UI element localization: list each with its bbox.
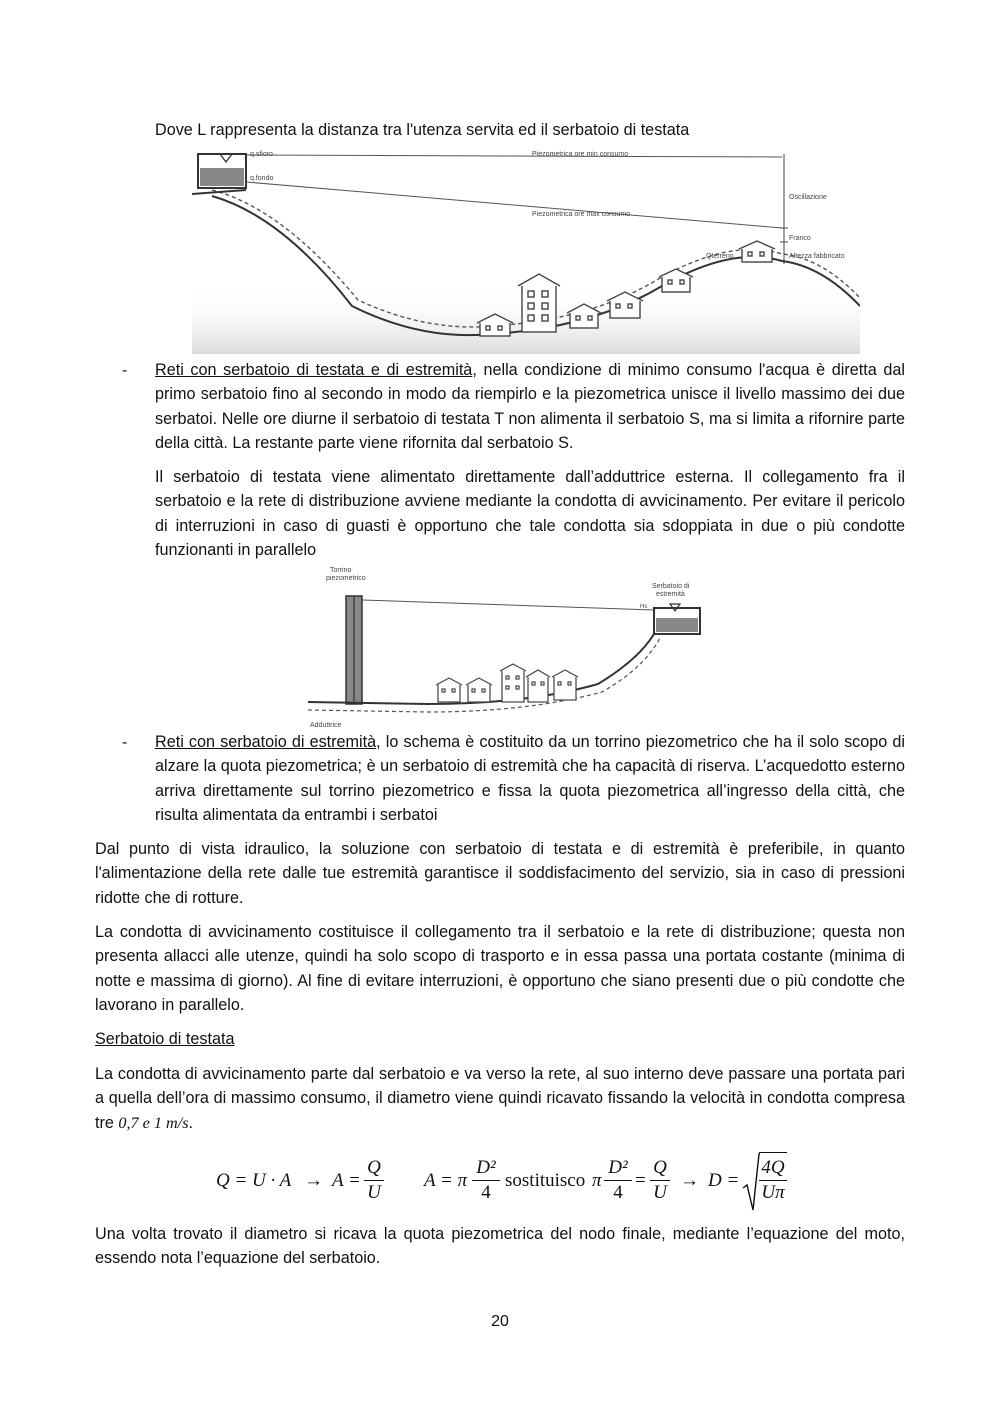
fraction-numerator: Q — [650, 1156, 670, 1181]
fraction-numerator: D² — [472, 1156, 500, 1181]
piezometric-max-line — [246, 182, 782, 228]
house-2 — [466, 678, 492, 702]
bullet-text: , lo schema è costituito da un torrino piezometrico che ha il solo scopo di alzare la quota piezometrica; è un serbatoio di estremità che ha capacità di riserva. L’acquedotto esterno arriva direttamente sul torrino piezometrico e fissa la quota piezometrica all’ingresso della città, che risulta alimentata da entrambi i serbatoi — [155, 733, 906, 825]
paragraph-diametro — [95, 1062, 905, 1135]
label-oscillazione: Oscillazione — [789, 194, 827, 201]
section-heading: Serbatoio di testata — [95, 1030, 235, 1048]
fraction-q-over-u — [364, 1156, 384, 1205]
root-bar — [759, 1152, 787, 1153]
label-serbatoio-di: Serbatoio di — [652, 583, 690, 590]
label-fondo: q.fondo — [250, 175, 274, 182]
bullet-text: , nella condizione di minimo consumo l'acqua è diretta dal primo serbatoio fino al secondo in modo da riempirlo e la piezometrica unisce il livello massimo dei due serbatoi. Nelle ore diurne il serbatoio di testata T non alimenta il serbatoio S, ma si limita a rifornire parte della città. La restante parte viene rifornita dal serbatoio S. — [155, 361, 906, 453]
paragraph-condotta: La condotta di avvicinamento costituisce il collegamento tra il serbatoio e la rete di distribuzione; questa non presenta allacci alle utenze, quindi ha solo scopo di trasporto e in essa passa una portata costante (minima di notte e massima di giorno). Al fine di evitare interruzioni, è opportuno che siano presenti due o più condotte che lavorano in parallelo. — [95, 923, 905, 1015]
bullet-serbatoio-estremita — [155, 730, 905, 828]
paragraph-finale: Una volta trovato il diametro si ricava la quota piezometrica del nodo finale, mediante l’equazione del moto, essendo nota l’equazione del serbatoio. — [95, 1225, 905, 1268]
tower-1 — [500, 664, 526, 702]
fraction-denominator: U — [653, 1182, 667, 1203]
formula-d-lhs: D = — [708, 1170, 740, 1191]
fraction-denominator: 4 — [481, 1182, 491, 1203]
label-qterreno: Qterreno — [706, 253, 734, 260]
fraction-4q-over-upi — [759, 1156, 787, 1205]
label-franco: Franco — [789, 235, 811, 242]
fraction-q-over-u — [650, 1156, 670, 1205]
paragraph-diametro-text: La condotta di avvicinamento parte dal serbatoio e va verso la rete, al suo interno deve passare una portata pari a quella dell’ora di massimo consumo, il diametro viene quindi ricavato fissando la velocità in condotta compresa tre — [95, 1065, 905, 1132]
fraction-numerator: Q — [364, 1156, 384, 1181]
intro-line: Dove L rappresenta la distanza tra l'utenza servita ed il serbatoio di testata — [155, 121, 690, 139]
formula-equals: = — [635, 1170, 646, 1191]
house-5 — [739, 241, 775, 262]
label-estremita: estremità — [656, 591, 685, 598]
formula-pi: π — [592, 1170, 602, 1191]
house-4 — [552, 670, 578, 700]
figure-serbatoio-estremita — [308, 564, 708, 732]
piezometric-line — [362, 600, 654, 610]
formula-a-pi: A = π — [424, 1170, 468, 1191]
formula-diametro — [0, 1150, 1000, 1214]
label-sfioro: q.sfioro — [250, 151, 273, 158]
square-root-icon — [742, 1152, 760, 1212]
bullet-dash: - — [122, 734, 128, 751]
house-3 — [526, 670, 550, 702]
piezometric-min-line — [246, 155, 782, 157]
fraction-numerator: 4Q — [759, 1156, 787, 1181]
reservoir-estremita — [654, 604, 700, 634]
paragraph-alimentazione: Il serbatoio di testata viene alimentato direttamente dall’adduttrice esterna. Il collegamento fra il serbatoio e la rete di distribuzione avviene mediante la condotta di avvicinamento. Per evitare il pericolo di interruzioni in caso di guasti è opportuno che tale condotta sia sdoppiata in due o più condotte funzionanti in parallelo — [155, 468, 905, 560]
label-piezometrico: piezometrico — [326, 575, 366, 582]
fraction-d2-over-4 — [472, 1156, 500, 1205]
formula-a-lhs: A = — [332, 1170, 361, 1191]
fraction-denominator: Uπ — [761, 1182, 785, 1203]
bullet-title: Reti con serbatoio di testata e di estremità — [155, 361, 473, 379]
reservoir-testata — [198, 154, 246, 188]
water-level-icon — [220, 154, 232, 162]
arrow-icon: → — [304, 1170, 323, 1191]
page-number: 20 — [491, 1313, 509, 1330]
formula-q-ua: Q = U · A — [216, 1170, 292, 1191]
buildings — [436, 664, 578, 702]
tower-building — [518, 274, 560, 332]
label-piezometrica-max: Piezometrica ore max consumo — [532, 211, 631, 218]
label-piezometrica-min: Piezometrica ore min consumo — [532, 151, 629, 158]
figure-serbatoio-testata — [192, 146, 860, 354]
label-torrino: Torrino — [330, 567, 352, 574]
torrino-piezometrico — [346, 596, 362, 704]
fraction-d2-over-4 — [604, 1156, 632, 1205]
label-hs: Hs — [640, 604, 648, 610]
paragraph-diametro-end: . — [188, 1113, 194, 1132]
formula-word: sostituisco — [505, 1170, 586, 1191]
label-altezza-fabbricato: Altezza fabbricato — [789, 253, 845, 260]
velocity-range: 0,7 e 1 m/s — [118, 1113, 189, 1132]
fraction-denominator: U — [367, 1182, 381, 1203]
bullet-serbatoio-testata-estremita — [155, 358, 905, 456]
paragraph-idraulico: Dal punto di vista idraulico, la soluzione con serbatoio di testata e di estremità è preferibile, in quanto l'alimentazione della rete dalle tue estremità garantisce il soddisfacimento del servizio, sia in caso di pressioni ridotte che di rotture. — [95, 840, 905, 907]
fraction-numerator: D² — [604, 1156, 632, 1181]
bullet-title: Reti con serbatoio di estremità — [155, 733, 377, 751]
house-1 — [436, 678, 462, 702]
label-adduttrice: Adduttrice — [310, 722, 342, 729]
fraction-denominator: 4 — [613, 1182, 623, 1203]
bullet-dash: - — [122, 362, 128, 379]
arrow-icon: → — [680, 1170, 699, 1191]
